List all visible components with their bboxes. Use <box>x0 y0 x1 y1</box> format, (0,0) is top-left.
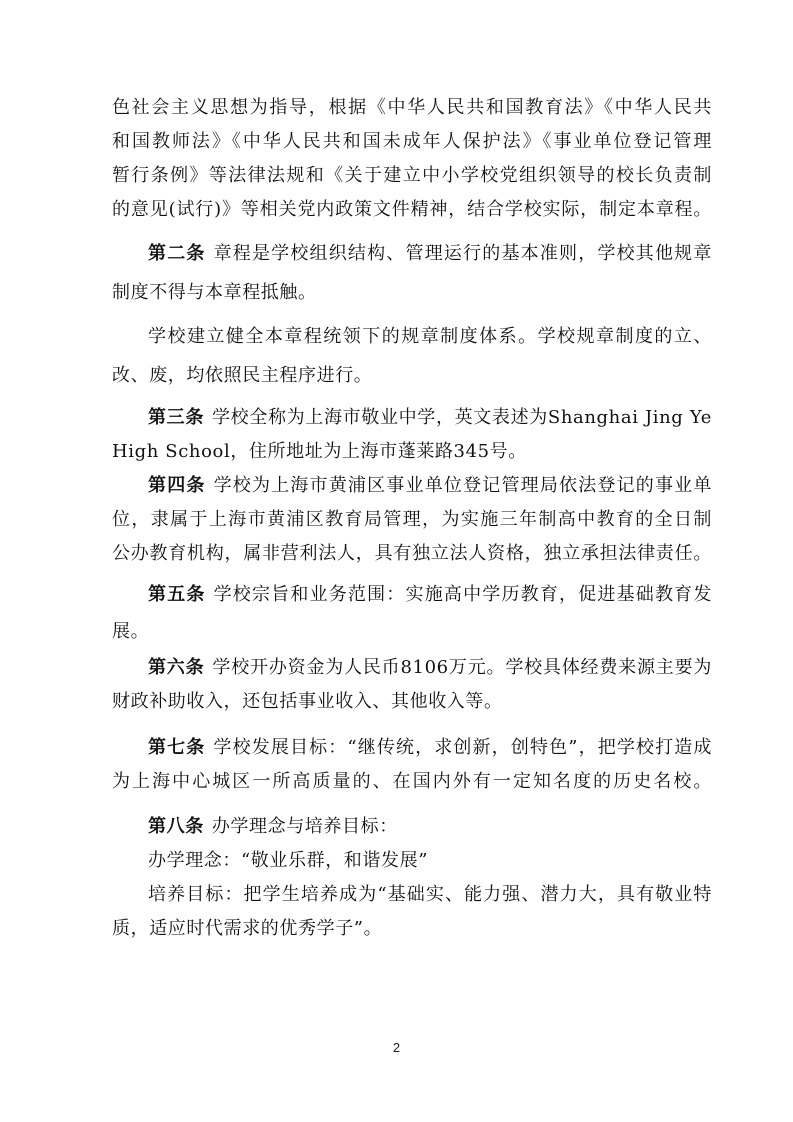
article-label: 第二条 <box>148 243 206 264</box>
text-line <box>112 770 712 794</box>
line-text: 学校发展目标：“继传统，求创新，创特色”，把学校打造成 <box>213 737 712 758</box>
text-line <box>112 130 712 154</box>
text-line <box>112 690 712 714</box>
article-label: 第五条 <box>148 584 206 605</box>
text-line <box>112 164 712 188</box>
text-line <box>112 198 712 222</box>
article-4-line <box>148 474 712 498</box>
article-label: 第四条 <box>148 475 206 496</box>
line-text: 色社会主义思想为指导，根据《中华人民共和国教育法》《中华人民共 <box>112 97 712 118</box>
line-text: High School，住所地址为上海市蓬莱路345号。 <box>112 441 527 462</box>
line-text: 改、废，均依照民主程序进行。 <box>112 365 373 386</box>
article-label: 第七条 <box>148 737 206 758</box>
line-text: 学校建立健全本章程统领下的规章制度体系。学校规章制度的立、 <box>148 326 712 347</box>
line-text: 质，适应时代需求的优秀学子”。 <box>112 918 383 939</box>
text-line <box>112 620 712 644</box>
article-8-line <box>148 815 712 839</box>
line-text: 制度不得与本章程抵触。 <box>112 282 317 303</box>
article-label: 第六条 <box>148 657 205 678</box>
article-2-line <box>148 242 712 266</box>
text-line <box>112 96 712 120</box>
text-line <box>112 440 712 464</box>
line-text: 公办教育机构，属非营利法人，具有独立法人资格，独立承担法律责任。 <box>112 543 712 564</box>
text-line <box>112 364 712 388</box>
article-label: 第三条 <box>148 407 204 428</box>
text-line <box>148 849 712 873</box>
line-text: 学校全称为上海市敬业中学，英文表述为Shanghai Jing Ye <box>212 407 712 428</box>
page-number: 2 <box>392 1040 401 1055</box>
article-6-line <box>148 656 712 680</box>
text-line <box>112 917 712 941</box>
line-text: 学校宗旨和业务范围：实施高中学历教育，促进基础教育发 <box>213 584 712 605</box>
article-7-line <box>148 736 712 760</box>
line-text: 展。 <box>112 621 150 642</box>
text-line <box>112 542 712 566</box>
line-text: 的意见(试行)》等相关党内政策文件精神，结合学校实际，制定本章程。 <box>112 199 712 220</box>
line-text: 学校为上海市黄浦区事业单位登记管理局依法登记的事业单 <box>213 475 712 496</box>
text-line <box>148 883 712 907</box>
text-line <box>112 508 712 532</box>
line-text: 办学理念与培养目标： <box>211 816 398 837</box>
line-text: 暂行条例》等法律法规和《关于建立中小学校党组织领导的校长负责制 <box>112 165 712 186</box>
line-text: 和国教师法》《中华人民共和国未成年人保护法》《事业单位登记管理 <box>112 131 712 152</box>
line-text: 财政补助收入，还包括事业收入、其他收入等。 <box>112 691 503 712</box>
article-5-line <box>148 583 712 607</box>
line-text: 章程是学校组织结构、管理运行的基本准则，学校其他规章 <box>213 243 712 264</box>
line-text: 位，隶属于上海市黄浦区教育局管理，为实施三年制高中教育的全日制 <box>112 509 712 530</box>
line-text: 为上海中心城区一所高质量的、在国内外有一定知名度的历史名校。 <box>112 771 712 792</box>
text-line <box>112 281 712 305</box>
article-3-line <box>148 406 712 430</box>
article-label: 第八条 <box>148 816 204 837</box>
line-text: 学校开办资金为人民币8106万元。学校具体经费来源主要为 <box>212 657 712 678</box>
line-text: 培养目标：把学生培养成为“基础实、能力强、潜力大，具有敬业特 <box>148 884 712 905</box>
text-line <box>148 325 712 349</box>
line-text: 办学理念：“敬业乐群，和谐发展” <box>148 850 429 871</box>
